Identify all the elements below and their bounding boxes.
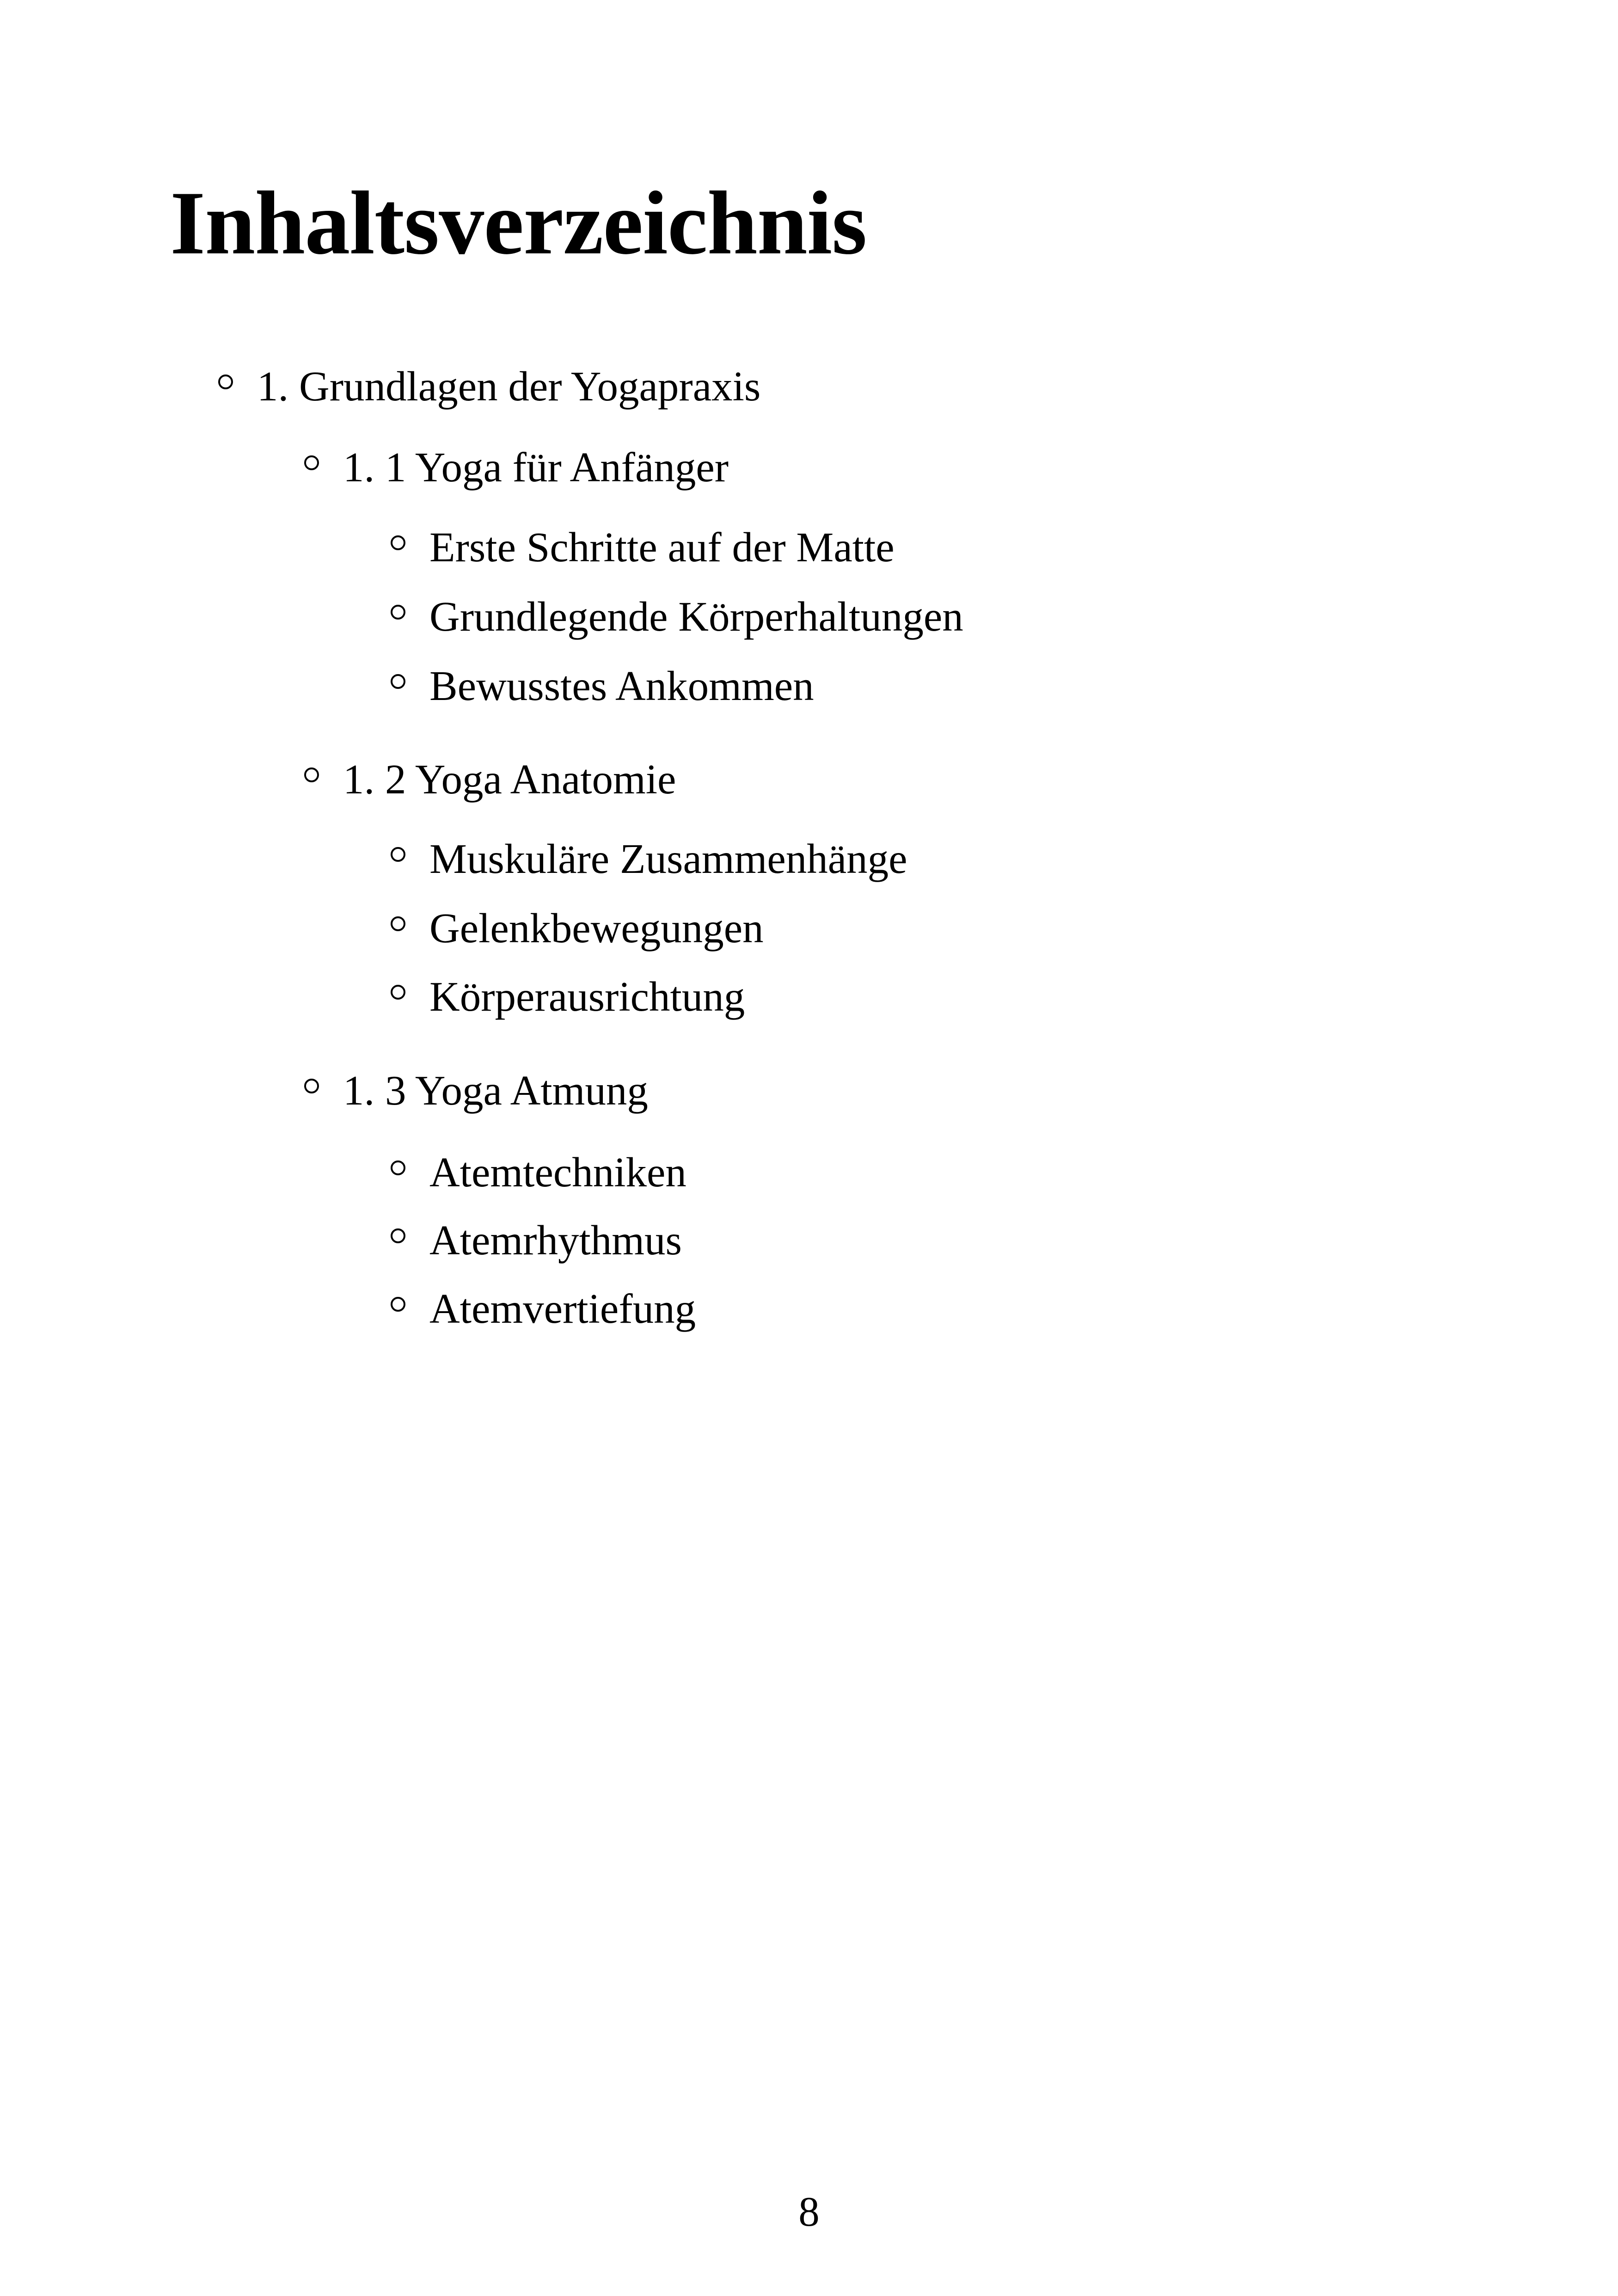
circle-bullet-icon <box>391 1297 405 1312</box>
toc-entry-label: 1. 2 Yoga Anatomie <box>343 756 676 803</box>
page-number: 8 <box>798 2188 820 2235</box>
circle-bullet-icon <box>391 535 405 550</box>
circle-bullet-icon <box>304 767 319 782</box>
circle-bullet-icon <box>391 985 405 1000</box>
toc-entry-label: 1. 1 Yoga für Anfänger <box>343 444 729 491</box>
circle-bullet-icon <box>304 455 319 470</box>
circle-bullet-icon <box>391 916 405 931</box>
toc-entry-label: Körperausrichtung <box>429 973 745 1020</box>
circle-bullet-icon <box>391 1160 405 1175</box>
circle-bullet-icon <box>218 374 233 389</box>
circle-bullet-icon <box>391 847 405 862</box>
toc-entry-label: Bewusstes Ankommen <box>429 663 814 709</box>
circle-bullet-icon <box>391 674 405 689</box>
circle-bullet-icon <box>391 1228 405 1243</box>
toc-entry-label: Atemtechniken <box>429 1149 686 1196</box>
toc-entry-label: Muskuläre Zusammenhänge <box>429 835 907 882</box>
toc-entry-label: 1. 3 Yoga Atmung <box>343 1067 648 1114</box>
toc-entry-label: Gelenkbewegungen <box>429 905 764 952</box>
toc-entry-label: Erste Schritte auf der Matte <box>429 524 895 571</box>
circle-bullet-icon <box>304 1079 319 1093</box>
toc-entry-label: Atemrhythmus <box>429 1217 682 1264</box>
toc-entry-label: Grundlegende Körperhaltungen <box>429 593 963 640</box>
toc-entry-label: 1. Grundlagen der Yogapraxis <box>257 363 761 410</box>
page-title: Inhaltsverzeichnis <box>170 173 867 273</box>
toc-entry-label: Atemvertiefung <box>429 1285 696 1332</box>
circle-bullet-icon <box>391 605 405 620</box>
